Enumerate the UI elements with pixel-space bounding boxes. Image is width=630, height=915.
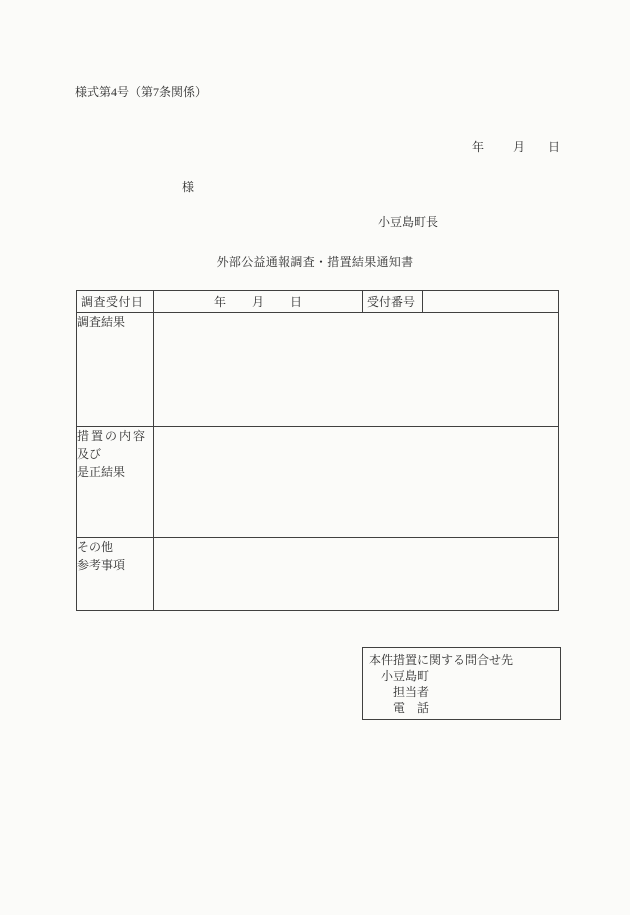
row-label-line: 是正結果 (77, 465, 126, 479)
issue-date-day-label: 日 (548, 140, 561, 154)
table-row (77, 538, 559, 611)
receipt-date-value-cell (154, 291, 363, 313)
row-label-line: 参考事項 (77, 558, 126, 572)
investigation-result-label-cell (77, 313, 154, 427)
row-label-line: その他 (77, 540, 114, 554)
contact-heading: 本件措置に関する問合せ先 (369, 653, 514, 667)
issue-date-year-label: 年 (472, 140, 485, 154)
table-row (77, 313, 559, 427)
issue-date-line (472, 140, 560, 154)
receipt-number-label-cell: 受付番号 (363, 291, 423, 313)
row-label-line: 調査結果 (77, 315, 126, 329)
issue-date-month-label: 月 (513, 140, 526, 154)
addressee-suffix: 様 (182, 180, 195, 194)
measure-content-value-cell (154, 427, 559, 538)
contact-info-box (362, 647, 561, 720)
sender-title: 小豆島町長 (378, 215, 439, 229)
receipt-date-placeholder (158, 293, 358, 310)
receipt-date-label-cell: 調査受付日 (77, 291, 154, 313)
contact-person-label: 担当者 (393, 685, 430, 699)
document-title: 外部公益通報調査・措置結果通知書 (216, 255, 414, 269)
result-table (76, 290, 559, 611)
receipt-date-year-label: 年 (213, 295, 226, 309)
form-number: 様式第4号（第7条関係） (75, 85, 208, 99)
table-row (77, 427, 559, 538)
investigation-result-value-cell (154, 313, 559, 427)
receipt-date-day-label: 日 (290, 295, 303, 309)
other-notes-value-cell (154, 538, 559, 611)
contact-phone-label: 電 話 (393, 701, 430, 715)
receipt-date-month-label: 月 (251, 295, 264, 309)
measure-content-label-cell (77, 427, 154, 538)
table-header-row (77, 291, 559, 313)
row-label-line: 措置の内容 (77, 429, 148, 443)
receipt-number-value-cell (423, 291, 559, 313)
row-label-line: 及び (77, 447, 102, 461)
other-notes-label-cell (77, 538, 154, 611)
contact-town: 小豆島町 (381, 669, 430, 683)
